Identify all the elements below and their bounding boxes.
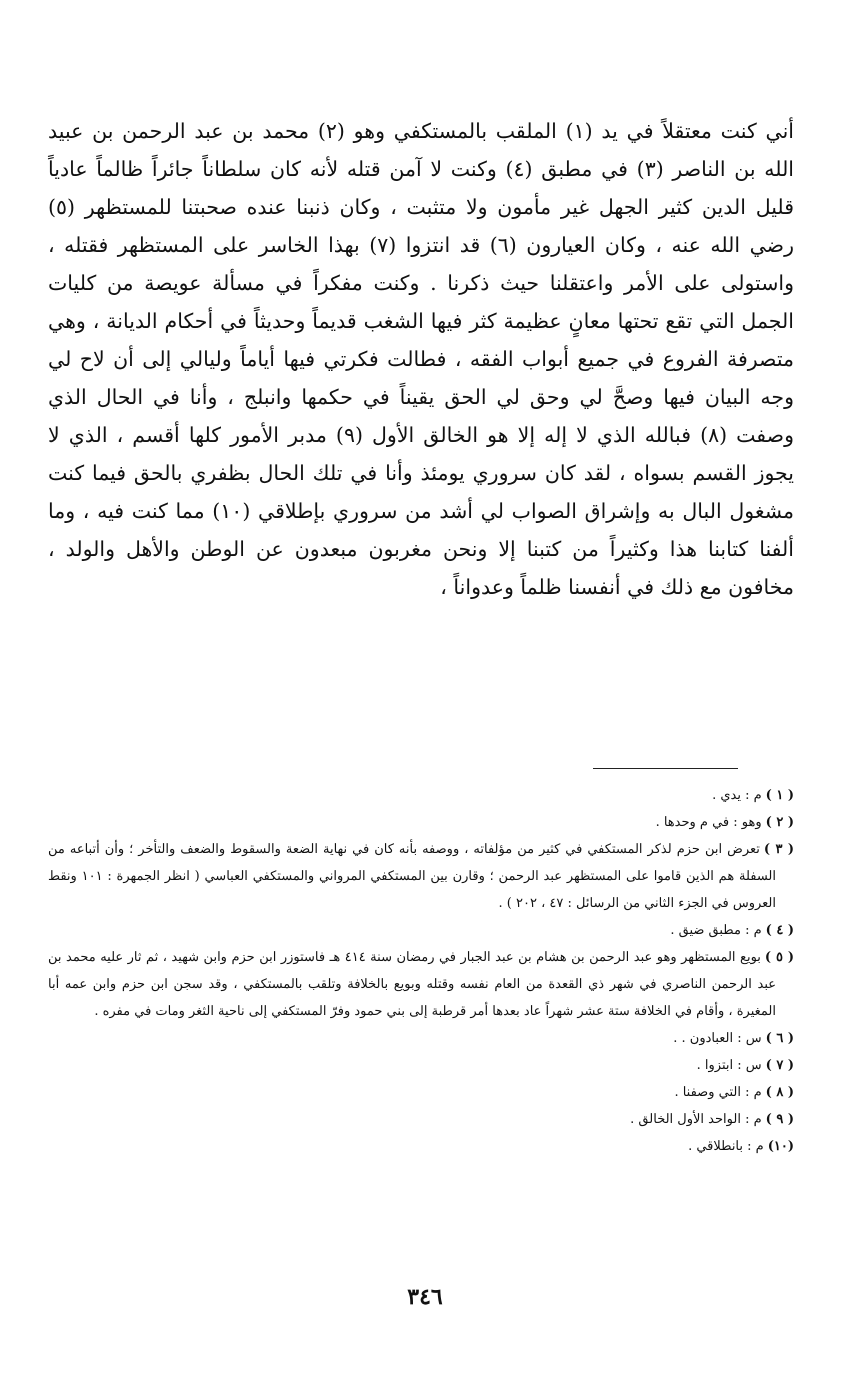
footnote-number: ( ٧ ) [765, 1058, 794, 1073]
footnote-3 [48, 836, 794, 917]
footnote-text: م : بانطلاقي . [688, 1139, 764, 1154]
footnote-text: م : الواحد الأول الخالق . [630, 1112, 762, 1127]
footnote-text: م : مطبق ضيق . [670, 923, 762, 938]
footnote-separator [593, 768, 738, 769]
footnote-6 [48, 1025, 794, 1052]
page-number: ٣٤٦ [407, 1284, 443, 1310]
footnote-text: وهو : في م وحدها . [655, 815, 762, 830]
footnote-text: م : يدي . [712, 788, 762, 803]
footnote-number: ( ١ ) [765, 788, 794, 803]
footnote-text: س : العبادون . . [673, 1031, 762, 1046]
footnote-number: ( ٩ ) [765, 1112, 794, 1127]
footnotes [48, 782, 794, 1160]
footnote-5 [48, 944, 794, 1025]
footnote-number: (١٠) [767, 1139, 794, 1154]
footnote-8 [48, 1079, 794, 1106]
footnote-number: ( ٥ ) [764, 950, 794, 965]
footnote-4 [48, 917, 794, 944]
footnote-number: ( ٣ ) [763, 842, 794, 857]
footnote-1 [48, 782, 794, 809]
footnote-number: ( ٢ ) [765, 815, 794, 830]
footnote-text: تعرض ابن حزم لذكر المستكفي في كثير من مؤلفاته ، ووصفه بأنه كان في نهاية الضعة والسقوط والضعف والتأخر ؛ وأن أتباعه من السفلة هم الذين قاموا على المستظهر عبد الرحمن ؛ وقارن بين المستكفي المرواني والمستكفي العباسي ( انظر الجمهرة : ١٠١ ونقط العروس في الجزء الثاني من الرسائل : ٤٧ ، ٢٠٢ ) . [48, 842, 776, 911]
footnote-number: ( ٤ ) [765, 923, 794, 938]
footnote-number: ( ٦ ) [765, 1031, 794, 1046]
footnote-text: س : ابتزوا . [696, 1058, 762, 1073]
footnote-9 [48, 1106, 794, 1133]
footnote-number: ( ٨ ) [765, 1085, 794, 1100]
footnote-7 [48, 1052, 794, 1079]
footnote-text: بويع المستظهر وهو عبد الرحمن بن هشام بن عبد الجبار في رمضان سنة ٤١٤ هـ فاستوزر ابن حزم وابن شهيد ، ثم ثار عليه محمد بن عبد الرحمن الناصري في شهر ذي القعدة من العام نفسه وقتله وبويع بالخلافة وتلقب بالمستكفي ، وقد سجن ابن حزم وابن عمه أبا المغيرة ، وأقام في الخلافة ستة عشر شهراً عاد بعدها أمر قرطبة إلى بني حمود وفرّ المستكفي إلى ناحية الثغر ومات في مفره . [48, 950, 776, 1019]
footnote-text: م : التي وصفنا . [674, 1085, 762, 1100]
main-text: أني كنت معتقلاً في يد (١) الملقب بالمستكفي وهو (٢) محمد بن عبد الرحمن بن عبيد الله بن الناصر (٣) في مطبق (٤) وكنت لا آمن قتله لأنه كان سلطاناً جائراً ظالماً عادياً قليل الدين كثير الجهل غير مأمون ولا متثبت ، وكان ذنبنا عنده صحبتنا للمستظهر (٥) رضي الله عنه ، وكان العيارون (٦) قد انتزوا (٧) بهذا الخاسر على المستظهر فقتله ، واستولى على الأمر واعتقلنا حيث ذكرنا . وكنت مفكراً في مسألة عويصة من كليات الجمل التي تقع تحتها معانٍ عظيمة كثر فيها الشغب قديماً وحديثاً في أحكام الديانة ، وهي متصرفة الفروع في جميع أبواب الفقه ، فطالت فكرتي فيها أياماً وليالي إلى أن لاح لي وجه البيان فيها وصحَّ لي وحق لي الحق يقيناً في حكمها وانبلج ، وأنا في الحال الذي وصفت (٨) فبالله الذي لا إله إلا هو الخالق الأول (٩) مدبر الأمور كلها أقسم ، الذي لا يجوز القسم بسواه ، لقد كان سروري يومئذ وأنا في تلك الحال بظفري بالحق فيما كنت مشغول البال به وإشراق الصواب لي أشد من سروري بإطلاقي (١٠) مما كنت فيه ، وما ألفنا كتابنا هذا وكثيراً من كتبنا إلا ونحن مغربون مبعدون عن الوطن والأهل والولد ، مخافون مع ذلك في أنفسنا ظلماً وعدواناً ، [48, 119, 795, 599]
footnote-10 [48, 1133, 794, 1160]
footnote-2 [48, 809, 794, 836]
